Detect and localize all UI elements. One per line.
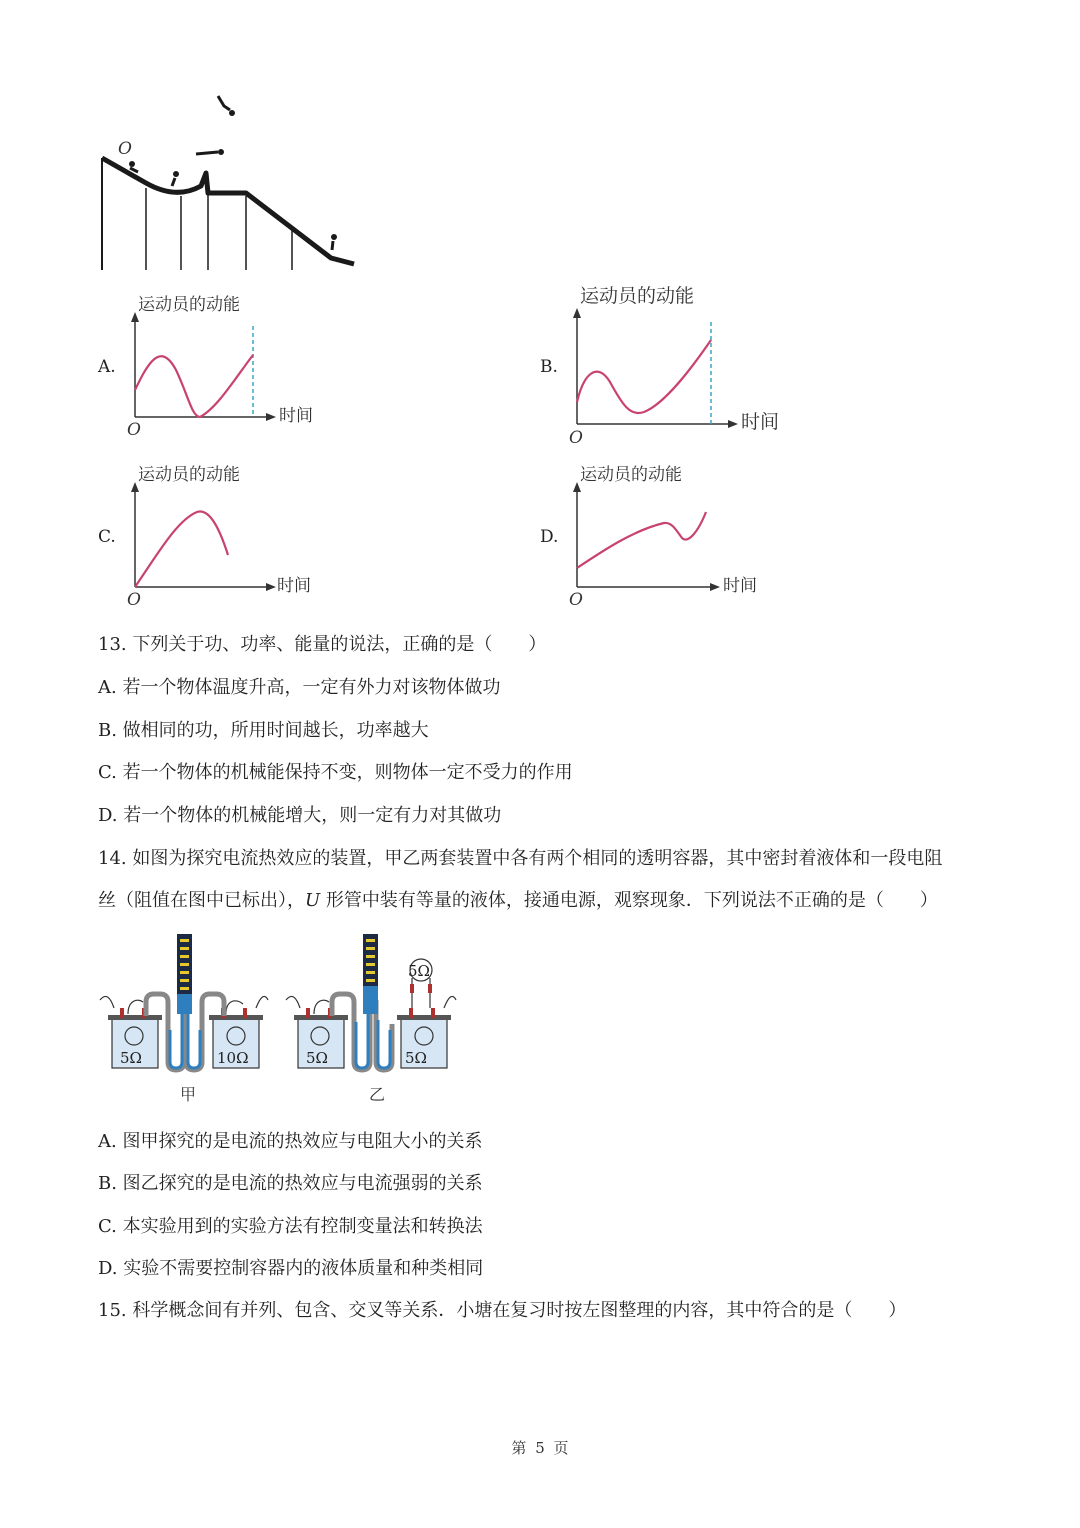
graph-a-xlabel: 时间 xyxy=(279,406,313,426)
graph-d-origin: O xyxy=(569,590,583,610)
q15-stem: 15. 科学概念间有并列、包含、交叉等关系．小塘在复习时按左图整理的内容，其中符合的是（ ） xyxy=(98,1300,907,1321)
q13-option-c: C. 若一个物体的机械能保持不变，则物体一定不受力的作用 xyxy=(98,762,573,783)
graph-b-origin: O xyxy=(569,428,583,447)
option-b-letter: B. xyxy=(540,357,558,377)
yi-caption: 乙 xyxy=(369,1085,386,1104)
page-footer xyxy=(0,1437,1080,1458)
q14-option-b: B. 图乙探究的是电流的热效应与电流强弱的关系 xyxy=(98,1173,483,1194)
yi-left-resistor: 5Ω xyxy=(306,1049,328,1067)
skier-icon xyxy=(218,149,224,155)
q14-option-a: A. 图甲探究的是电流的热效应与电阻大小的关系 xyxy=(98,1131,483,1152)
graph-c-curve xyxy=(135,512,228,587)
q13-option-b: B. 做相同的功，所用时间越长，功率越大 xyxy=(98,720,429,741)
yi-parallel-resistor: 5Ω xyxy=(408,962,430,980)
circuit-figure-jia xyxy=(98,930,273,1075)
q14-stem-line2 xyxy=(98,886,938,912)
q14-option-d: D. 实验不需要控制容器内的液体质量和种类相同 xyxy=(98,1258,484,1279)
skier-icon xyxy=(173,171,179,177)
q14-stem-line2-u: U xyxy=(305,890,321,911)
q13-option-d: D. 若一个物体的机械能增大，则一定有力对其做功 xyxy=(98,805,502,826)
graph-d-xlabel: 时间 xyxy=(723,576,757,596)
graph-a-origin: O xyxy=(127,420,141,440)
ski-jump-figure xyxy=(96,88,366,278)
graph-b-curve xyxy=(577,340,711,413)
footer-suffix: 页 xyxy=(553,1439,569,1457)
graph-d-curve xyxy=(577,512,706,568)
graph-c-xlabel: 时间 xyxy=(277,576,311,596)
graph-b-ylabel: 运动员的动能 xyxy=(580,285,695,307)
footer-prefix: 第 xyxy=(511,1439,527,1457)
q14-stem-line2-post: 形管中装有等量的液体，接通电源，观察现象．下列说法不正确的是（ ） xyxy=(320,890,938,911)
graph-a-ylabel: 运动员的动能 xyxy=(138,295,240,315)
jia-caption: 甲 xyxy=(180,1085,197,1104)
ski-origin-label: O xyxy=(118,139,132,159)
q13-stem: 13. 下列关于功、功率、能量的说法，正确的是（ ） xyxy=(98,634,547,655)
q14-option-c: C. 本实验用到的实验方法有控制变量法和转换法 xyxy=(98,1216,483,1237)
q13-option-a: A. 若一个物体温度升高，一定有外力对该物体做功 xyxy=(98,677,501,698)
graph-b xyxy=(564,282,794,447)
option-a-letter: A. xyxy=(98,357,116,377)
option-c-letter: C. xyxy=(98,527,116,547)
graph-a xyxy=(122,290,322,440)
q14-stem-line2-pre: 丝（阻值在图中已标出）， xyxy=(98,890,305,911)
graph-a-curve xyxy=(135,355,253,417)
graph-c-ylabel: 运动员的动能 xyxy=(138,465,240,485)
jia-right-resistor: 10Ω xyxy=(217,1049,249,1067)
graph-c xyxy=(122,460,322,610)
graph-d-ylabel: 运动员的动能 xyxy=(580,465,682,485)
option-d-letter: D. xyxy=(540,527,559,547)
jia-left-resistor: 5Ω xyxy=(120,1049,142,1067)
skier-icon xyxy=(229,110,235,116)
circuit-figure-yi xyxy=(284,930,462,1075)
skier-icon xyxy=(331,234,337,240)
graph-b-xlabel: 时间 xyxy=(741,411,780,433)
graph-c-origin: O xyxy=(127,590,141,610)
graph-d xyxy=(564,460,784,610)
skier-icon xyxy=(129,161,135,167)
q14-stem-line1: 14. 如图为探究电流热效应的装置，甲乙两套装置中各有两个相同的透明容器，其中密封着液体和一段电阻 xyxy=(98,848,943,869)
yi-right-resistor: 5Ω xyxy=(405,1049,427,1067)
footer-page-number: 5 xyxy=(535,1439,545,1457)
